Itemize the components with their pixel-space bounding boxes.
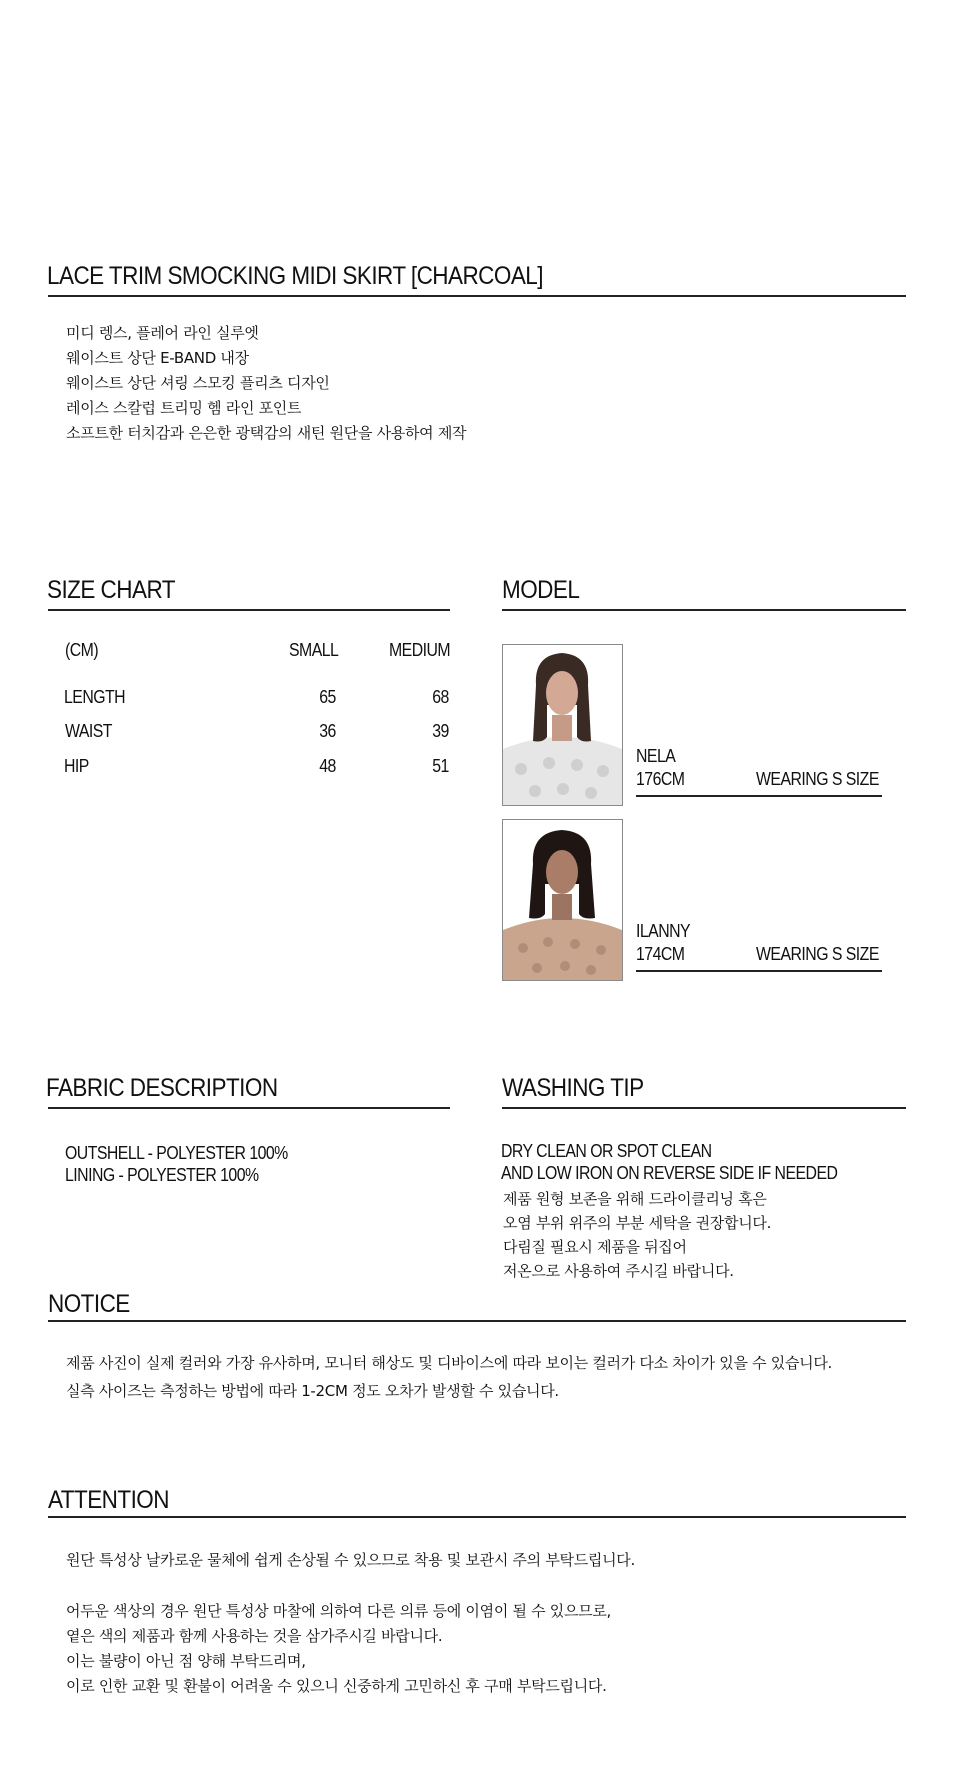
column-small: SMALL <box>289 640 339 660</box>
row-label: WAIST <box>65 721 112 741</box>
notice-heading: NOTICE <box>48 1290 130 1318</box>
attention-list <box>66 1599 611 1699</box>
product-title: LACE TRIM SMOCKING MIDI SKIRT [CHARCOAL] <box>47 262 543 290</box>
feature-list <box>66 321 466 446</box>
model-divider <box>636 795 882 797</box>
cell-medium: 68 <box>432 687 449 707</box>
attention-heading: ATTENTION <box>48 1486 169 1514</box>
model-heading: MODEL <box>502 576 580 604</box>
model-wearing: WEARING S SIZE <box>756 944 879 964</box>
column-medium: MEDIUM <box>389 640 451 660</box>
washing-ko-list <box>503 1187 771 1283</box>
washing-line-ko: 제품 원형 보존을 위해 드라이클리닝 혹은 <box>503 1190 767 1208</box>
washing-line-ko: 오염 부위 위주의 부분 세탁을 권장합니다. <box>503 1214 772 1232</box>
washing-heading: WASHING TIP <box>502 1074 644 1102</box>
washing-line-ko: 다림질 필요시 제품을 뒤집어 <box>503 1238 687 1256</box>
model-name: NELA <box>636 746 676 766</box>
washing-line-en: DRY CLEAN OR SPOT CLEAN <box>501 1141 712 1161</box>
attention-line: 옅은 색의 제품과 함께 사용하는 것을 삼가주시길 바랍니다. <box>66 1627 443 1645</box>
attention-line: 원단 특성상 날카로운 물체에 쉽게 손상될 수 있으므로 착용 및 보관시 주의 부탁드립니다. <box>66 1551 635 1569</box>
notice-list <box>66 1349 832 1405</box>
washing-line-en: AND LOW IRON ON REVERSE SIDE IF NEEDED <box>501 1163 838 1183</box>
attention-line: 이로 인한 교환 및 환불이 어려울 수 있으니 신중하게 고민하신 후 구매 부탁드립니다. <box>66 1677 607 1695</box>
fabric-heading: FABRIC DESCRIPTION <box>46 1074 278 1102</box>
notice-divider <box>48 1320 906 1322</box>
model-photo-ilanny <box>502 819 623 981</box>
title-divider <box>48 295 906 297</box>
fabric-line: LINING - POLYESTER 100% <box>65 1165 259 1185</box>
model-photo-nela <box>502 644 623 806</box>
attention-divider <box>48 1516 906 1518</box>
fabric-line: OUTSHELL - POLYESTER 100% <box>65 1143 288 1163</box>
feature-item: 미디 렝스, 플레어 라인 실루엣 <box>66 324 259 342</box>
fabric-divider <box>48 1107 450 1109</box>
feature-item: 레이스 스칼럽 트리밍 헴 라인 포인트 <box>66 399 302 417</box>
row-label: HIP <box>64 756 89 776</box>
model-height: 176CM <box>636 769 685 789</box>
feature-item: 웨이스트 상단 E-BAND 내장 <box>66 349 249 367</box>
size-chart-divider <box>48 609 450 611</box>
notice-line: 실측 사이즈는 측정하는 방법에 따라 1-2CM 정도 오차가 발생할 수 있습니다. <box>66 1382 559 1400</box>
unit-label: (CM) <box>65 640 99 660</box>
washing-line-ko: 저온으로 사용하여 주시길 바랍니다. <box>503 1262 734 1280</box>
model-height: 174CM <box>636 944 685 964</box>
size-chart-heading: SIZE CHART <box>47 576 175 604</box>
cell-small: 65 <box>319 687 336 707</box>
cell-small: 48 <box>319 756 336 776</box>
row-label: LENGTH <box>64 687 126 707</box>
washing-divider <box>502 1107 906 1109</box>
attention-line: 어두운 색상의 경우 원단 특성상 마찰에 의하여 다른 의류 등에 이염이 될 수 있으므로, <box>66 1602 612 1620</box>
feature-item: 소프트한 터치감과 은은한 광택감의 새틴 원단을 사용하여 제작 <box>66 424 467 442</box>
model-divider <box>502 609 906 611</box>
cell-medium: 39 <box>432 721 449 741</box>
cell-small: 36 <box>319 721 336 741</box>
notice-line: 제품 사진이 실제 컬러와 가장 유사하며, 모니터 해상도 및 디바이스에 따라 보이는 컬러가 다소 차이가 있을 수 있습니다. <box>66 1354 833 1372</box>
cell-medium: 51 <box>432 756 449 776</box>
model-divider <box>636 970 882 972</box>
feature-item: 웨이스트 상단 셔링 스모킹 플리츠 디자인 <box>66 374 330 392</box>
model-wearing: WEARING S SIZE <box>756 769 879 789</box>
model-name: ILANNY <box>636 921 691 941</box>
attention-line: 이는 불량이 아닌 점 양해 부탁드리며, <box>66 1652 306 1670</box>
